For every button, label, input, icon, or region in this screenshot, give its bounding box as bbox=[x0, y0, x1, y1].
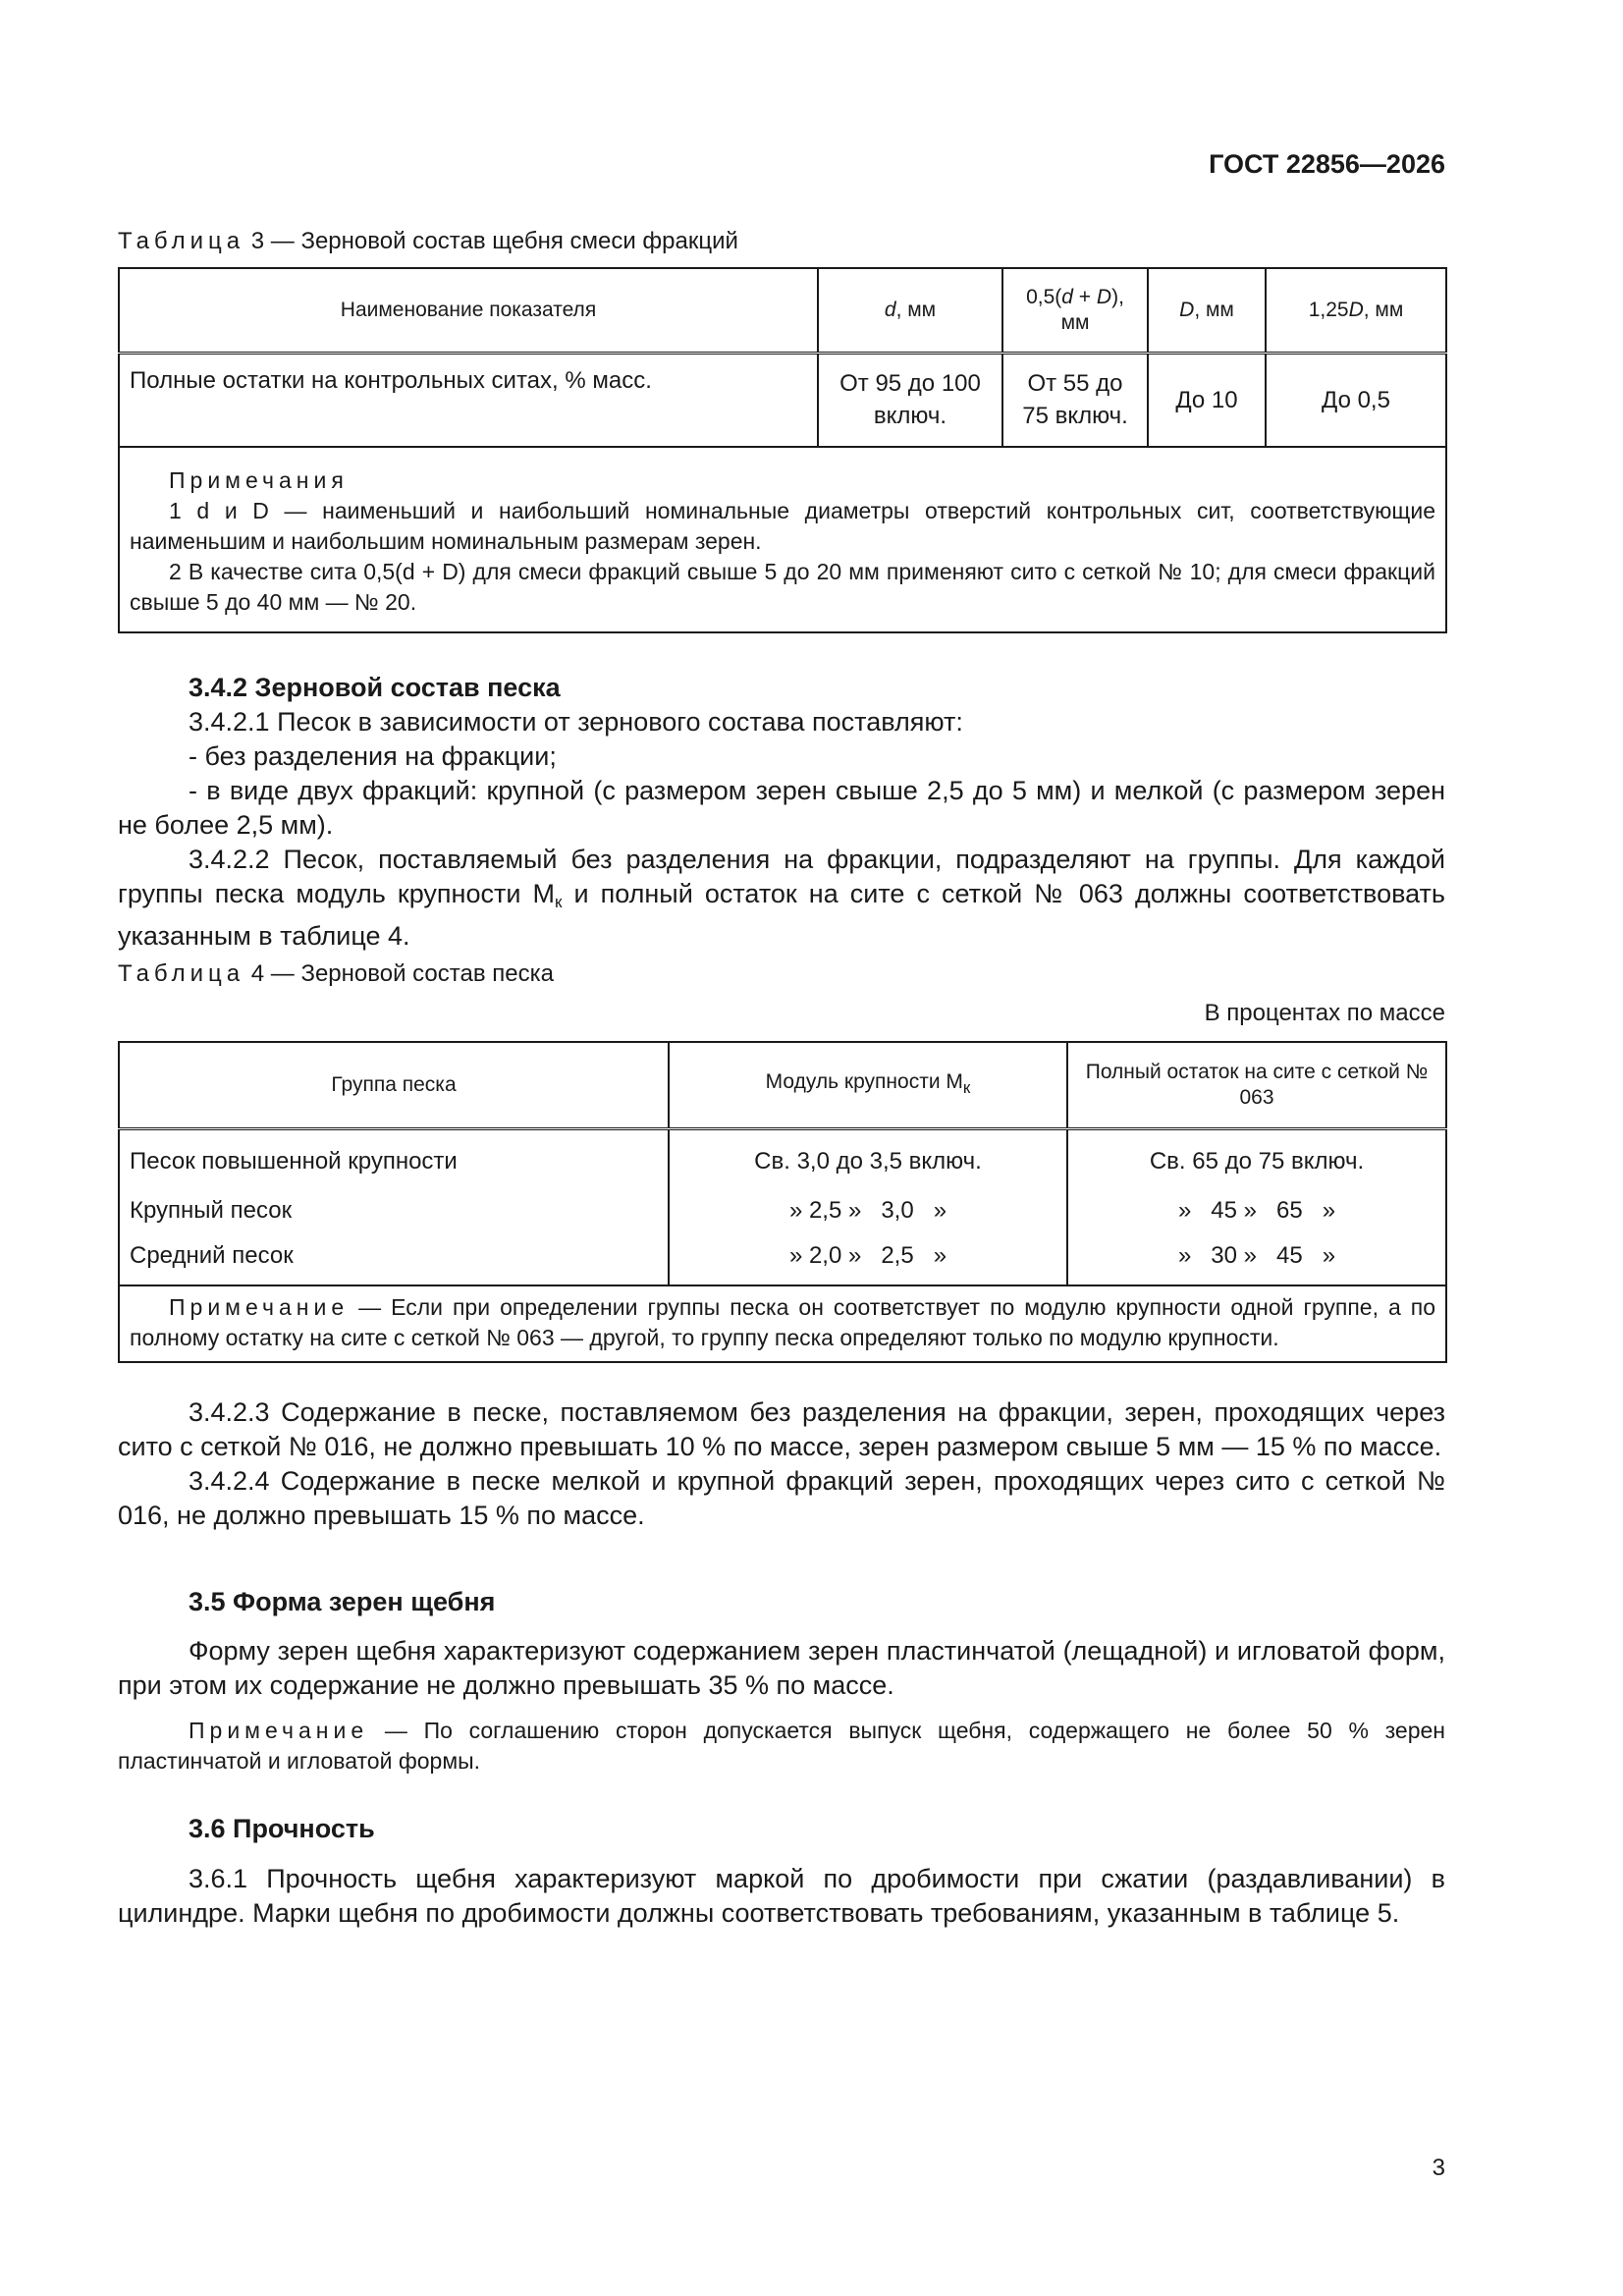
table3-cell-125D: До 0,5 bbox=[1266, 353, 1446, 447]
table4-cell-group: Средний песок bbox=[119, 1227, 669, 1285]
table3-note-2: 2 В качестве сита 0,5(d + D) для смеси фракций свыше 5 до 20 мм применяют сито с сеткой № 10; для смеси фракций свыше 5 до 40 мм — № 20. bbox=[130, 559, 1435, 615]
table3-cell-half: От 55 до 75 включ. bbox=[1002, 353, 1148, 447]
table3-header-half: 0,5(d + D), мм bbox=[1002, 268, 1148, 353]
table3-caption-word: Таблица bbox=[118, 228, 245, 254]
list-item: - в виде двух фракций: крупной (с размером зерен свыше 2,5 до 5 мм) и мелкой (с размером зерен не более 2,5 мм). bbox=[118, 776, 1445, 840]
section-3-5-note-body: — По соглашению сторон допускается выпуск щебня, содержащего не более 50 % зерен пластинчатой и игловатой формы. bbox=[118, 1718, 1445, 1774]
table3-header-D: D, мм bbox=[1148, 268, 1266, 353]
table4-header-modulus-subscript: к bbox=[962, 1077, 971, 1097]
section-3-5-note bbox=[118, 1716, 1445, 1777]
table4-caption-text: 4 — Зерновой состав песка bbox=[244, 960, 554, 987]
table3-note-1: 1 d и D — наименьший и наибольший номинальные диаметры отверстий контрольных сит, соответствующие наименьшим и наибольшим номинальным размерам зерен. bbox=[130, 498, 1435, 554]
table3-notes-title: Примечания bbox=[169, 467, 349, 493]
table3-caption bbox=[118, 228, 1445, 255]
table4-block bbox=[118, 960, 1445, 1363]
section-3-4-2 bbox=[118, 671, 1445, 954]
table3-notes bbox=[119, 447, 1446, 632]
table-row bbox=[119, 1227, 1446, 1285]
table3-cell-D: До 10 bbox=[1148, 353, 1266, 447]
table-row bbox=[119, 1128, 1446, 1177]
table4-note-text bbox=[130, 1292, 1435, 1353]
table3-header-indicator: Наименование показателя bbox=[119, 268, 818, 353]
table4-note-word: Примечание bbox=[169, 1294, 350, 1320]
para-3-4-2-2-text-a: 3.4.2.2 Песок, поставляемый без разделения на фракции, подразделяют на группы. Для каждой группы песка модуль крупности М bbox=[118, 845, 1445, 908]
para-3-4-2-2 bbox=[118, 843, 1445, 954]
document-code: ГОСТ 22856—2026 bbox=[1209, 149, 1445, 179]
table4-unit-note: В процентах по массе bbox=[1204, 1000, 1445, 1026]
section-3-5 bbox=[118, 1585, 1445, 1777]
section-3-4-2-cont bbox=[118, 1395, 1445, 1533]
table4-cell-residue: Св. 65 до 75 включ. bbox=[1067, 1128, 1446, 1177]
para-3-4-2-1: 3.4.2.1 Песок в зависимости от зернового состава поставляют: bbox=[189, 707, 963, 737]
section-3-4-2-heading: 3.4.2 Зерновой состав песка bbox=[189, 673, 561, 702]
section-3-5-heading: 3.5 Форма зерен щебня bbox=[189, 1587, 496, 1616]
table4-note-body: — Если при определении группы песка он соответствует по модулю крупности одной группе, а по полному остатку на сите с сеткой № 063 — другой, то группу песка определяют только по модулю крупности. bbox=[130, 1294, 1435, 1350]
table3-caption-text: 3 — Зерновой состав щебня смеси фракций bbox=[244, 228, 738, 254]
table4-cell-group: Крупный песок bbox=[119, 1177, 669, 1227]
table3-header-d: d, мм bbox=[818, 268, 1002, 353]
table4-cell-residue: » 45 » 65 » bbox=[1067, 1177, 1446, 1227]
page-number: 3 bbox=[1432, 2155, 1445, 2181]
table3-cell-d: От 95 до 100 включ. bbox=[818, 353, 1002, 447]
table4-header-modulus-text: Модуль крупности М bbox=[765, 1069, 963, 1093]
list-item: - без разделения на фракции; bbox=[189, 741, 557, 771]
table4-cell-group: Песок повышенной крупности bbox=[119, 1128, 669, 1177]
table3-block bbox=[118, 228, 1445, 633]
section-3-6 bbox=[118, 1812, 1445, 1931]
table3-row-label: Полные остатки на контрольных ситах, % масс. bbox=[119, 353, 818, 447]
table4-header-group: Группа песка bbox=[119, 1042, 669, 1128]
section-3-5-note-word: Примечание bbox=[189, 1718, 369, 1743]
para-3-4-2-2-subscript: к bbox=[554, 893, 563, 911]
table4-cell-modulus: Св. 3,0 до 3,5 включ. bbox=[669, 1128, 1067, 1177]
table4-caption-word: Таблица bbox=[118, 960, 245, 987]
para-3-4-2-2-text-b: и полный остаток на сите с сеткой № 063 должны соответствовать указанным в таблице 4. bbox=[118, 879, 1445, 951]
table-row bbox=[119, 1177, 1446, 1227]
table3-header-125D: 1,25D, мм bbox=[1266, 268, 1446, 353]
table4-header-modulus bbox=[669, 1042, 1067, 1128]
table-row bbox=[119, 353, 1446, 447]
para-3-5: Форму зерен щебня характеризуют содержанием зерен пластинчатой (лещадной) и игловатой форм, при этом их содержание не должно превышать 35 % по массе. bbox=[118, 1636, 1445, 1700]
table3 bbox=[118, 267, 1447, 633]
table4 bbox=[118, 1041, 1447, 1363]
table4-cell-modulus: » 2,5 » 3,0 » bbox=[669, 1177, 1067, 1227]
para-3-6-1: 3.6.1 Прочность щебня характеризуют маркой по дробимости при сжатии (раздавливании) в цилиндре. Марки щебня по дробимости должны соответствовать требованиям, указанным в таблице 5. bbox=[118, 1864, 1445, 1928]
para-3-4-2-3: 3.4.2.3 Содержание в песке, поставляемом без разделения на фракции, зерен, проходящих через сито с сеткой № 016, не должно превышать 10 % по массе, зерен размером свыше 5 мм — 15 % по массе. bbox=[118, 1397, 1445, 1461]
section-3-6-heading: 3.6 Прочность bbox=[189, 1814, 375, 1843]
table4-header-residue: Полный остаток на сите с сеткой № 063 bbox=[1067, 1042, 1446, 1128]
para-3-4-2-4: 3.4.2.4 Содержание в песке мелкой и крупной фракций зерен, проходящих через сито с сеткой № 016, не должно превышать 15 % по массе. bbox=[118, 1466, 1445, 1530]
table4-note bbox=[119, 1285, 1446, 1362]
table4-cell-residue: » 30 » 45 » bbox=[1067, 1227, 1446, 1285]
table4-cell-modulus: » 2,0 » 2,5 » bbox=[669, 1227, 1067, 1285]
table4-caption bbox=[118, 960, 1445, 988]
